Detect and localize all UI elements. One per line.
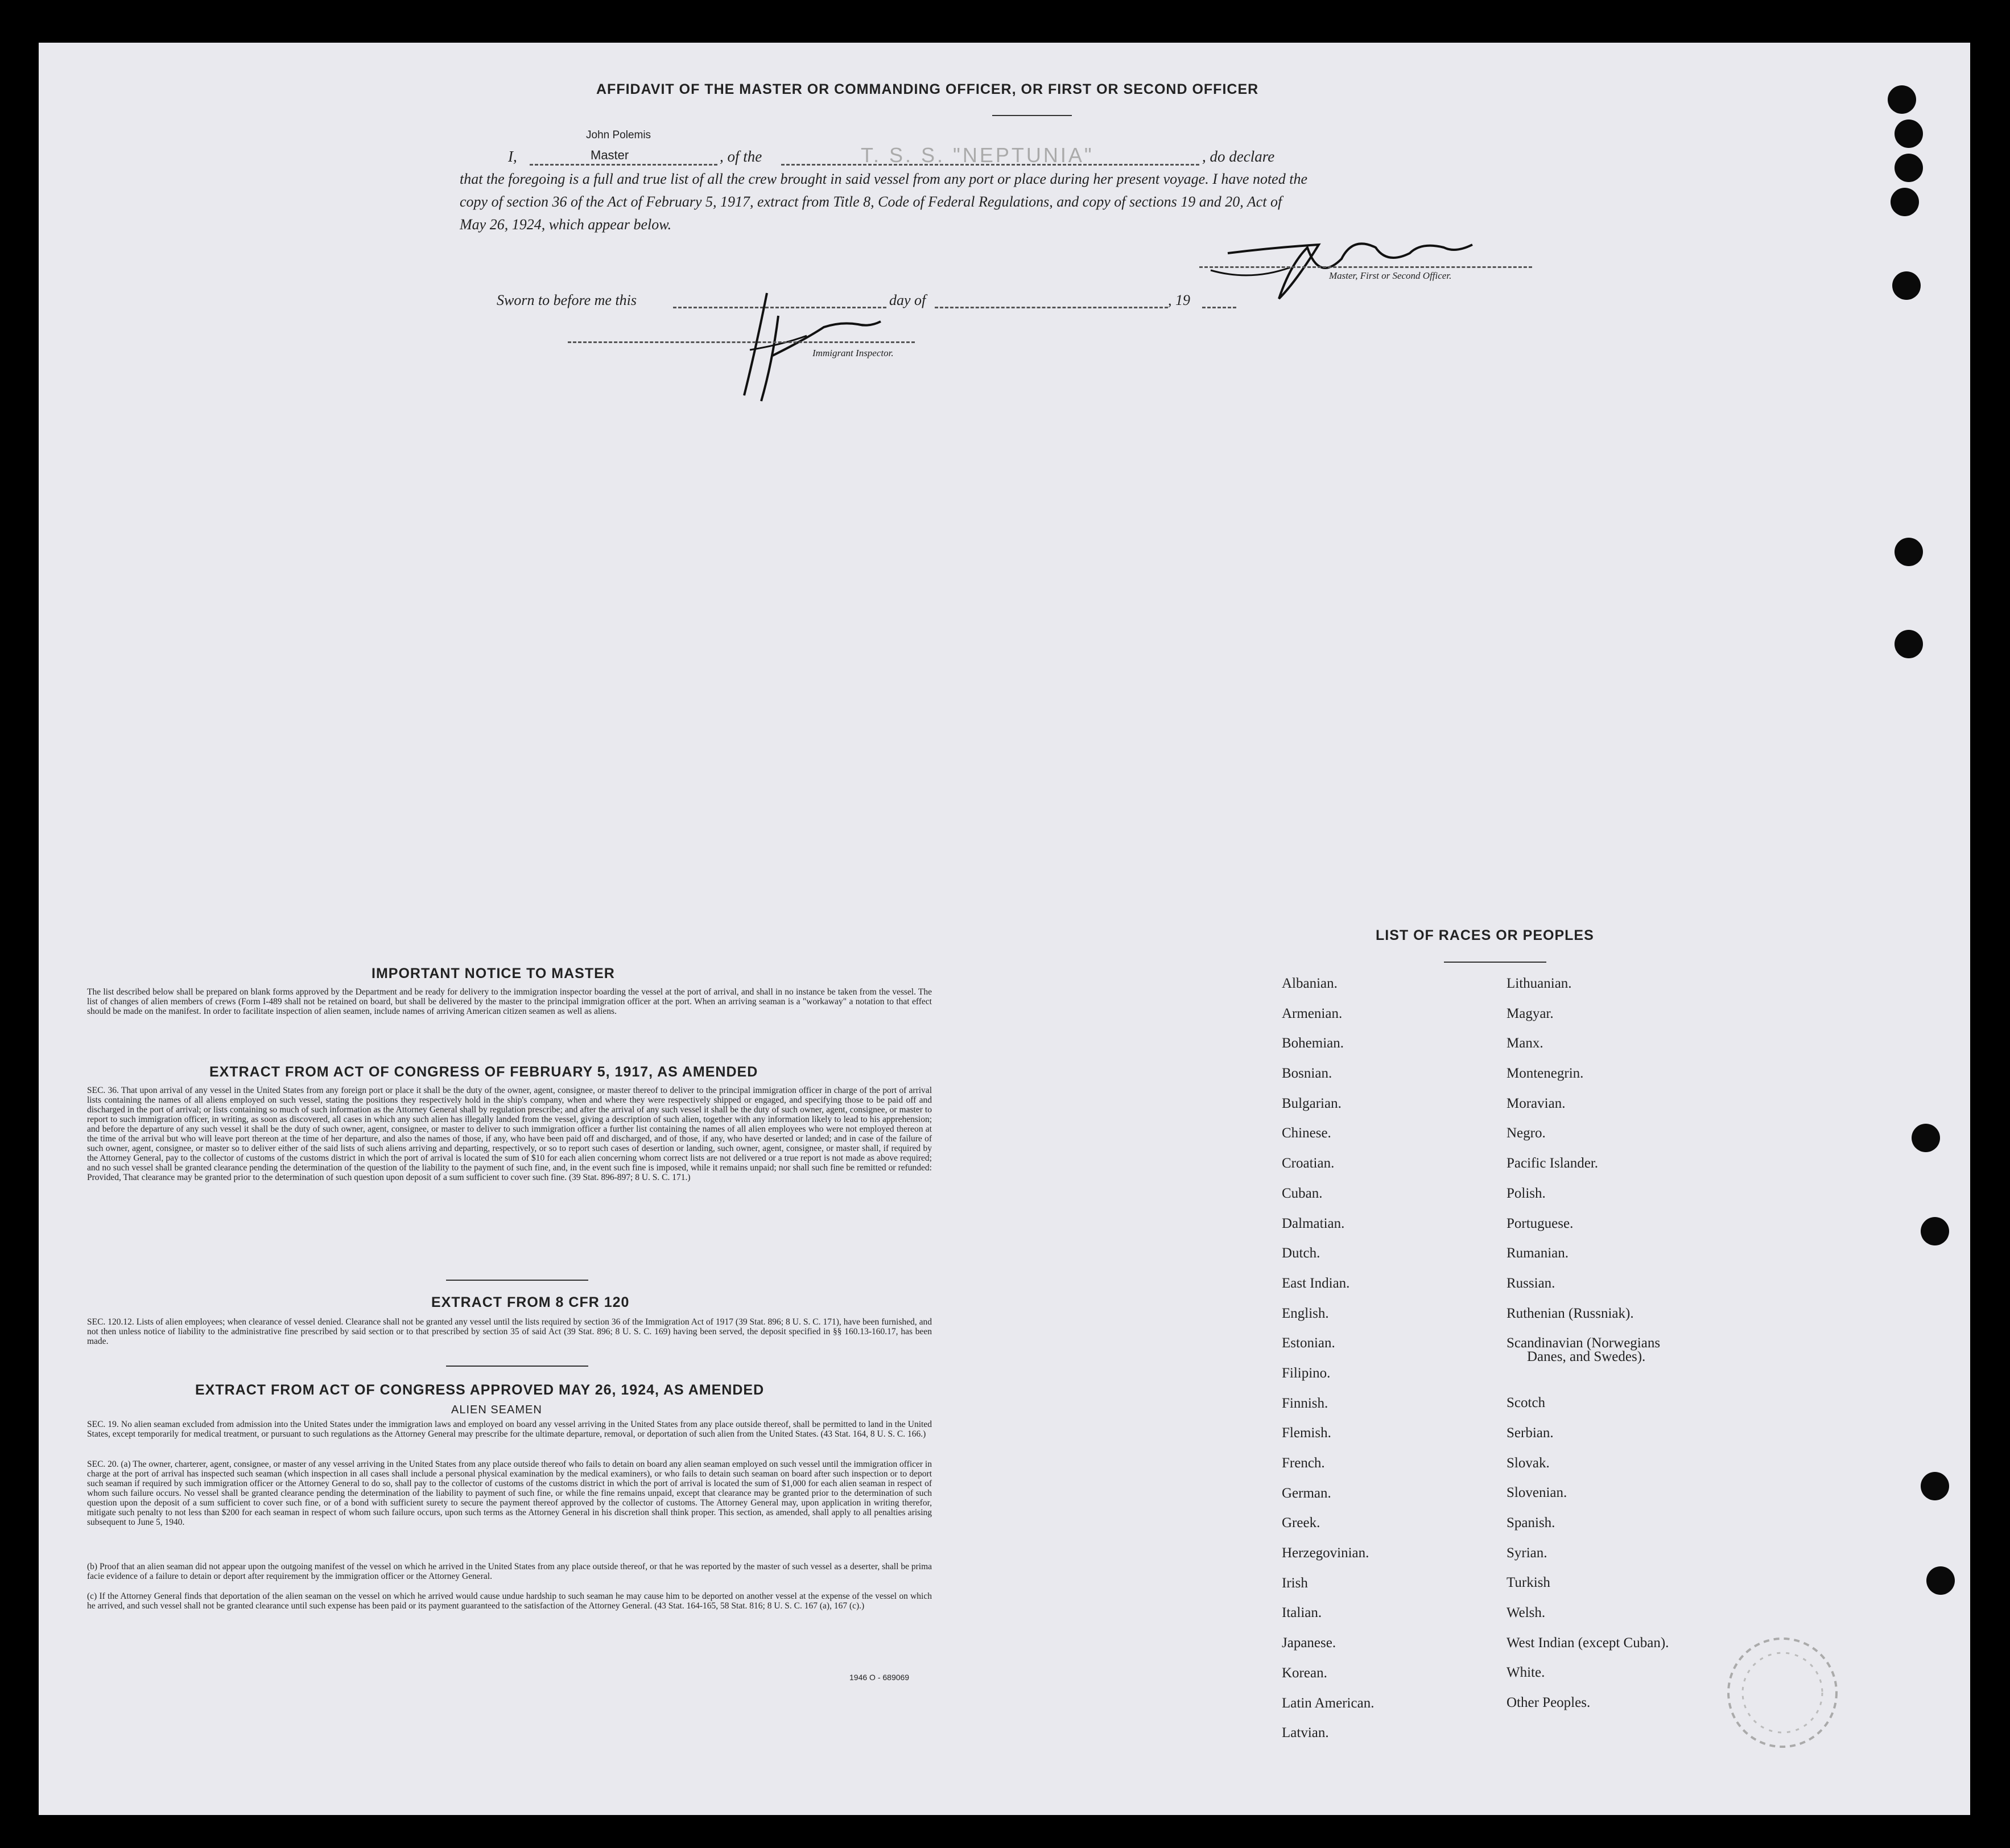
race-item: West Indian (except Cuban). [1507, 1635, 1669, 1651]
affidavit-line4: May 26, 1924, which appear below. [460, 216, 672, 233]
race-item: French. [1282, 1455, 1325, 1471]
race-item: Negro. [1507, 1125, 1546, 1141]
affidavit-line2: that the foregoing is a full and true list of all the crew brought in said vessel from any port or place during her present voyage. I have noted the [460, 171, 1307, 187]
race-item: Polish. [1507, 1185, 1546, 1201]
race-item: German. [1282, 1485, 1331, 1501]
race-item: Cuban. [1282, 1185, 1323, 1201]
race-item: English. [1282, 1305, 1329, 1321]
inspector-label: Immigrant Inspector. [812, 348, 894, 358]
race-item: Magyar. [1507, 1005, 1554, 1021]
race-item: Syrian. [1507, 1545, 1547, 1561]
master-sig-label: Master, First or Second Officer. [1329, 270, 1452, 281]
race-item: Danes, and Swedes). [1527, 1349, 1646, 1365]
race-item: Russian. [1507, 1275, 1555, 1291]
inspector-signature [693, 282, 909, 412]
race-item: Manx. [1507, 1036, 1543, 1051]
race-item: Greek. [1282, 1515, 1320, 1531]
race-item: Dalmatian. [1282, 1215, 1345, 1231]
divider [992, 115, 1072, 116]
races-title: LIST OF RACES OR PEOPLES [1376, 927, 1594, 943]
affidavit-title: AFFIDAVIT OF THE MASTER OR COMMANDING OFFICER, OR FIRST OR SECOND OFFICER [596, 81, 1259, 97]
notice-title: IMPORTANT NOTICE TO MASTER [372, 966, 615, 981]
punch-hole [1926, 1566, 1955, 1595]
race-item: Ruthenian (Russniak). [1507, 1305, 1634, 1321]
punch-hole [1921, 1217, 1949, 1245]
race-item: Slovak. [1507, 1455, 1550, 1471]
affidavit-name-filled: John Polemis [586, 129, 651, 141]
divider [1444, 962, 1546, 963]
punch-hole [1895, 119, 1923, 148]
race-item: Serbian. [1507, 1425, 1554, 1441]
vessel-filled: T. S. S. "NEPTUNIA" [861, 143, 1094, 167]
affidavit-line1 [508, 143, 1646, 171]
race-item: Dutch. [1282, 1245, 1320, 1261]
race-item: Korean. [1282, 1665, 1327, 1681]
race-item: Latvian. [1282, 1725, 1329, 1741]
sworn-month-field[interactable] [935, 307, 1168, 308]
race-item: Moravian. [1507, 1095, 1566, 1111]
declare-label: , do declare [1202, 148, 1275, 165]
punch-hole [1888, 85, 1916, 114]
notice-text: The list described below shall be prepared on blank forms approved by the Department and be ready for delivery to the immigration inspector boarding the vessel at the port of arrival, and shall in no instance be taken from the vessel. The list of changes of alien members of crews (Form I-489 shall not be retained on board, but shall be delivered by the master to the principal immigration officer at the port. When an arriving seaman is a "workaway" a notation to that effect should be made on the manifest. In order to facilitate inspection of alien seamen, include names of arriving American citizen seamen as well as aliens. [87, 987, 932, 1016]
sworn-label: Sworn to before me this [497, 292, 637, 308]
extract1924-subtitle: ALIEN SEAMEN [451, 1404, 542, 1416]
inspector-signature-line[interactable] [568, 341, 915, 343]
race-item: Japanese. [1282, 1635, 1336, 1651]
race-item: Finnish. [1282, 1395, 1328, 1411]
divider [446, 1280, 588, 1281]
extract1917-text: SEC. 36. That upon arrival of any vessel in the United States from any foreign port or place it shall be the duty of the owner, agent, consignee, or master thereof to deliver to the principal immigration officer in charge of the port of arrival lists containing the names of all aliens employed on such vessel, stating the positions they respectively hold in the ship's company, when and where they were respectively shipped or engaged, and specifying those to be paid off and discharged in the port of arrival; or lists containing so much of such information as the Attorney General shall by regulation prescribe; and after the arrival of any such vessel it shall be the duty of such owner, agent, consignee, or master to report to such immigration officer, in writing, as soon as discovered, all cases in which any such alien has illegally landed from the vessel, giving a description of such alien, together with any information likely to lead to his apprehension; and before the departure of any such vessel it shall be the duty of such owner, agent, consignee, or master to deliver to such immigration officer a further list containing the names of all alien employees who were not employed thereon at the time of the arrival but who will leave port thereon at the time of her departure, and also the names of those, if any, who have been paid off and discharged, and of those, if any, who have deserted or landed; and in case of the failure of such owner, agent, consignee, or master so to deliver either of the said lists of such aliens arriving and departing, respectively, or so to report such cases of desertion or landing, such owner, agent, consignee, or master shall, if required by the Attorney General, pay to the collector of customs of the customs district in which the port of arrival is located the sum of $10 for each alien concerning whom correct lists are not delivered or a true report is not made as above required; and no such vessel shall be granted clearance pending the determination of the question of the liability to the payment of such fine, and, in the event such fine is imposed, while it remains unpaid; nor shall such fine be remitted or refunded: Provided, That clearance may be granted prior to the determination of such question upon deposit of a sum sufficient to cover such fine. (39 Stat. 896-897; 8 U. S. C. 171.) [87, 1086, 932, 1182]
race-item: Lithuanian. [1507, 976, 1572, 991]
race-item: Italian. [1282, 1605, 1322, 1621]
race-item: Portuguese. [1507, 1215, 1574, 1231]
race-item: Albanian. [1282, 976, 1338, 991]
race-item: Latin American. [1282, 1695, 1375, 1711]
punch-hole [1891, 188, 1919, 216]
rank-field[interactable] [530, 164, 717, 166]
print-code: 1946 O - 689069 [849, 1673, 910, 1682]
punch-hole [1895, 630, 1923, 658]
race-item: Armenian. [1282, 1005, 1343, 1021]
race-item: Welsh. [1507, 1605, 1546, 1621]
seal-stamp [1714, 1624, 1851, 1761]
race-item: Chinese. [1282, 1125, 1331, 1141]
extract8cfr-text: SEC. 120.12. Lists of alien employees; when clearance of vessel denied. Clearance shall not be granted any vessel until the lists required by section 36 of the Immigration Act of 1917 (39 Stat. 896; 8 U. S. C. 171), have been furnished, and not then unless notice of liability to the administrative fine prescribed by said section or to that prescribed by section 35 of said Act (39 Stat. 896; 8 U. S. C. 169) having been served, the deposit specified in §§ 160.13-160.17, has been made. [87, 1317, 932, 1346]
extract1924-sec20a: SEC. 20. (a) The owner, charterer, agent, consignee, or master of any vessel arriving in the United States from any place outside thereof who fails to detain on board any alien seaman employed on such vessel until the immigration officer in charge at the port of arrival has inspected such seaman (which inspection in all cases shall include a personal physical examination by the medical examiners), or who fails to detain such seaman on board after such inspection or to deport such seaman if required by such immigration officer or the Attorney General to do so, shall pay to the collector of customs of the customs district in which the port of arrival is located the sum of $1,000 for each alien seaman in respect of whom such failure occurs. No vessel shall be granted clearance pending the determination of the liability to payment of such fine, or while the fine remains unpaid, except that clearance may be granted prior to the determination of such question upon the deposit of a sum sufficient to cover such fine, or of a bond with sufficient surety to secure the payment thereof approved by the collector of customs. The Attorney General may, upon application in writing therefor, mitigate such penalty to not less than $200 for each seaman in respect of whom such failure occurs, upon such terms as the Attorney General in his discretion shall think proper. This section, as amended, shall apply to all penalties arising subsequent to June 5, 1940. [87, 1459, 932, 1527]
race-item: Scotch [1507, 1395, 1546, 1411]
race-item: Scandinavian (Norwegians [1507, 1335, 1661, 1351]
race-item: Estonian. [1282, 1335, 1335, 1351]
race-item: Other Peoples. [1507, 1695, 1591, 1711]
extract8cfr-title: EXTRACT FROM 8 CFR 120 [431, 1294, 630, 1310]
extract1924-title: EXTRACT FROM ACT OF CONGRESS APPROVED MAY 26, 1924, AS AMENDED [195, 1382, 765, 1398]
punch-hole [1892, 271, 1921, 300]
of-the-label: , of the [720, 148, 762, 165]
races-column-1 [1282, 976, 1374, 1755]
races-column-2 [1507, 976, 1669, 1725]
master-signature-line[interactable] [1199, 266, 1532, 268]
punch-hole [1895, 538, 1923, 566]
sworn-year-field[interactable] [1202, 307, 1236, 308]
extract1917-title: EXTRACT FROM ACT OF CONGRESS OF FEBRUARY 5, 1917, AS AMENDED [209, 1064, 758, 1080]
race-item: Bohemian. [1282, 1036, 1344, 1051]
extract1924-sec20b: (b) Proof that an alien seaman did not appear upon the outgoing manifest of the vessel on which he arrived in the United States from any place outside thereof, or that he was reported by the master of such vessel as a deserter, shall be prima facie evidence of a failure to detain or deport after requirement by the immigration officer or the Attorney General. [87, 1562, 932, 1581]
extract1924-sec20c: (c) If the Attorney General finds that deportation of the alien seaman on the vessel on which he arrived would cause undue hardship to such seaman he may cause him to be deported on another vessel at the expense of the vessel on which he arrived, and such vessel shall not be granted clearance until such expense has been paid or its payment guaranteed to the satisfaction of the Attorney General. (43 Stat. 164-165, 58 Stat. 816; 8 U. S. C. 167 (a), 167 (c).) [87, 1591, 932, 1611]
race-item: Filipino. [1282, 1365, 1331, 1381]
race-item: Rumanian. [1507, 1245, 1569, 1261]
i-label: I, [508, 148, 517, 165]
race-item: Bosnian. [1282, 1066, 1332, 1082]
race-item: Turkish [1507, 1575, 1550, 1591]
punch-hole [1912, 1124, 1940, 1152]
document-page [39, 43, 1970, 1815]
race-item: East Indian. [1282, 1275, 1350, 1291]
race-item: Irish [1282, 1575, 1308, 1591]
affidavit-line3: copy of section 36 of the Act of February 5, 1917, extract from Title 8, Code of Federal Regulations, and copy of sections 19 and 20, Act of [460, 193, 1282, 210]
divider [446, 1366, 588, 1367]
day-of-label: day of [889, 292, 926, 308]
race-item: Croatian. [1282, 1156, 1335, 1172]
race-item: Pacific Islander. [1507, 1156, 1599, 1172]
rank-filled: Master [591, 148, 629, 162]
punch-hole [1921, 1472, 1949, 1500]
race-item: Herzegovinian. [1282, 1545, 1369, 1561]
extract1924-sec19: SEC. 19. No alien seaman excluded from admission into the United States under the immigration laws and employed on board any vessel arriving in the United States from any place outside thereof, shall be permitted to land in the United States, except temporarily for medical treatment, or pursuant to such regulations as the Attorney General may prescribe for the ultimate departure, removal, or deportation of such alien from the United States. (43 Stat. 164, 8 U. S. C. 166.) [87, 1420, 932, 1439]
race-item: Bulgarian. [1282, 1095, 1342, 1111]
race-item: Slovenian. [1507, 1485, 1567, 1501]
race-item: Spanish. [1507, 1515, 1555, 1531]
punch-hole [1895, 154, 1923, 182]
race-item: White. [1507, 1665, 1545, 1681]
race-item: Montenegrin. [1507, 1066, 1584, 1082]
race-item: Flemish. [1282, 1425, 1331, 1441]
year-label: , 19 [1168, 292, 1190, 308]
